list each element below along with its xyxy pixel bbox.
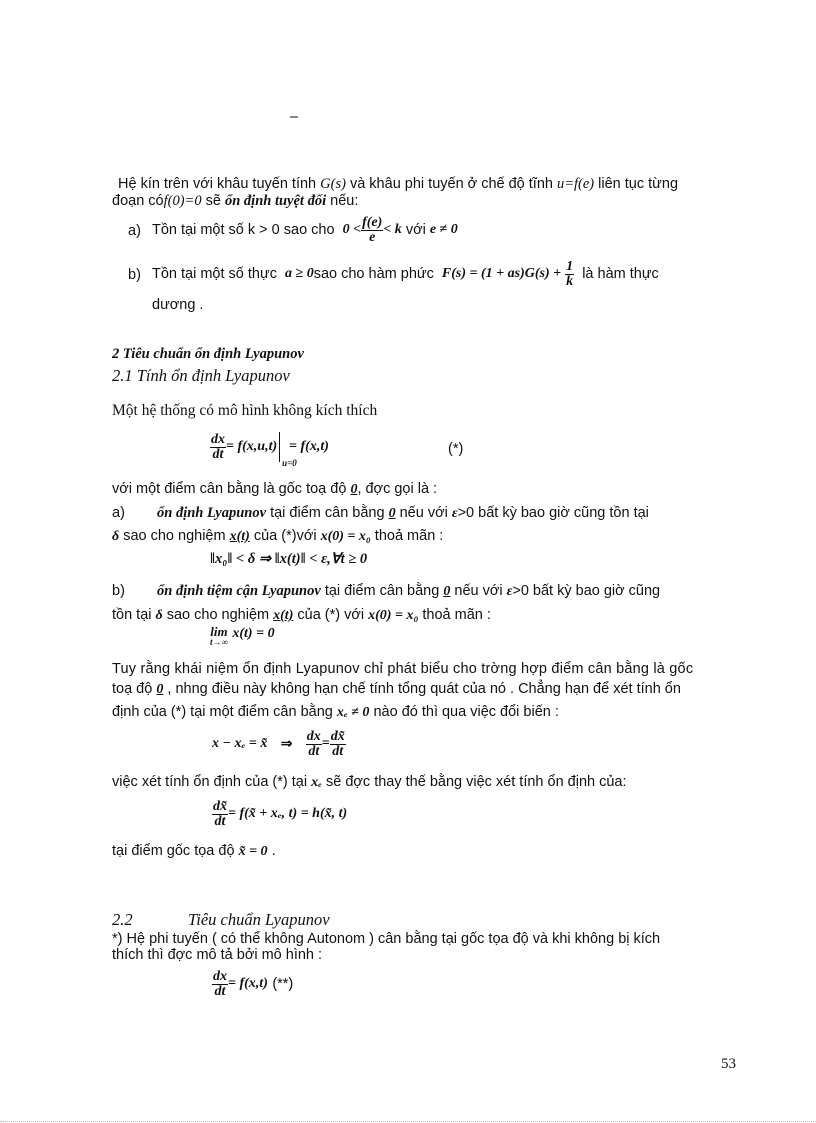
cond-b-label: b) (128, 267, 141, 283)
intro-ufe: u=f(e) (556, 176, 595, 192)
cond-a-with: với (405, 222, 426, 238)
item-a-delta: δ (112, 529, 120, 544)
limit-subscript: t→∞ (210, 637, 228, 647)
item-a-line-1 (157, 504, 649, 523)
cond-a (152, 214, 458, 246)
p4-text: việc xét tính ổn định của (*) tại (112, 774, 308, 790)
paragraph-3-line-3 (112, 703, 559, 722)
paragraph-5 (112, 842, 276, 861)
eq1-subscript: u=0 (282, 458, 297, 468)
equation-1 (210, 428, 329, 466)
paragraph-6-line-1: *) Hệ phi tuyến ( có thể không Autonom ) cân bằng tại gốc tọa độ và khi không bị kích (112, 931, 661, 947)
eq1-derivative (210, 433, 226, 462)
intro-text: và khâu phi tuyến ở chế độ tĩnh (349, 176, 553, 192)
cond-b-func: F(s) = (1 + as)G(s) + (441, 266, 562, 281)
fraction-denominator: dt (212, 446, 224, 462)
eq1-rhs: = f(x,u,t) (226, 439, 278, 454)
intro-text: Hệ kín trên với khâu tuyến tính (118, 176, 317, 192)
paragraph-3-line-1: Tuy rằng khái niệm ổn định Lyapunov chỉ phát biểu cho trờng hợp điểm cân bằng là gốc (112, 661, 694, 677)
cond-a-fraction (361, 216, 383, 245)
cond-b (152, 258, 659, 290)
section-2-2-number: 2.2 (112, 910, 133, 929)
paragraph-3-line-2 (112, 680, 681, 699)
cond-b-text3: là hàm thực (582, 266, 659, 282)
item-a-label: a) (112, 505, 125, 521)
section-2-title: 2 Tiêu chuẩn ổn định Lyapunov (112, 346, 304, 362)
item-a-text: thoả mãn : (374, 528, 444, 544)
p3-text: , nhng điều này không hạn chế tính tổng quát của nó . Chẳng hạn để xét tính ổn (167, 681, 681, 697)
p2-text: với một điểm cân bằng là gốc toạ độ (112, 481, 347, 497)
fraction-numerator: dx (213, 968, 227, 984)
p3-text: toạ độ (112, 681, 153, 697)
cond-a-math-left: 0 < (342, 222, 362, 237)
page-bottom-border (0, 1121, 816, 1122)
limit-rhs: x(t) = 0 (232, 626, 275, 641)
intro-bold: ổn định tuyệt đối (224, 193, 327, 209)
p4-text: sẽ đợc thay thế bằng việc xét tính ổn định của: (326, 774, 627, 790)
p5-text: tại điểm gốc tọa độ (112, 843, 235, 859)
intro-line-2 (112, 192, 358, 210)
p5-equation: x̃ = 0 (238, 844, 268, 859)
eq3-rhs: = f(x̃ + xₑ, t) = h(x̃, t) (228, 806, 348, 821)
paragraph-4 (112, 773, 627, 792)
item-a-text: tại điểm cân bằng (270, 505, 385, 521)
item-b-delta: δ (155, 608, 163, 623)
fraction-numerator: dx̃ (213, 798, 227, 814)
item-b-zero: 0 (443, 584, 451, 599)
intro-f0: f(0)=0 (163, 193, 202, 209)
equation-4 (212, 964, 293, 1004)
fraction-denominator: dt (332, 743, 344, 759)
item-b-limit (210, 626, 275, 648)
intro-text: liên tục từng (598, 176, 679, 192)
paragraph-1: Một hệ thống có mô hình không kích thích (112, 402, 378, 419)
eq1-evaluation-bar (279, 432, 297, 468)
intro-text: sẽ (205, 193, 221, 209)
item-b-label: b) (112, 583, 125, 599)
cond-b-alpha: a ≥ 0 (285, 266, 314, 281)
fraction-numerator: f(e) (362, 214, 383, 230)
cond-b-fraction (565, 260, 574, 289)
fraction-denominator: dt (308, 743, 320, 759)
eq2-derivative-1 (306, 730, 322, 759)
eq4-derivative (212, 970, 228, 999)
item-b-xt: x(t) (273, 608, 294, 623)
item-a-text: của (*)với (253, 528, 317, 544)
item-b-x0: x(0) = x₀ (368, 608, 419, 623)
item-a-text: >0 bất kỳ bao giờ cũng tồn tại (457, 505, 649, 521)
fraction-numerator: dx (211, 431, 225, 447)
paragraph-2 (112, 480, 437, 499)
p5-text: . (271, 843, 276, 859)
section-2-1-title: 2.1 Tính ổn định Lyapunov (112, 366, 290, 385)
p4-xe: xₑ (311, 775, 322, 790)
intro-line-1 (118, 175, 678, 193)
p3-text: nào đó thì qua việc đổi biến : (373, 704, 559, 720)
item-b-text: của (*) với (297, 607, 365, 623)
limit-text: lim (210, 624, 228, 639)
cond-b-line2: dương . (152, 297, 204, 313)
item-b-line-1 (157, 582, 660, 601)
item-b-line-2 (112, 606, 491, 625)
item-a-text: nếu với (399, 505, 448, 521)
cond-a-math-right: < k (383, 222, 402, 237)
intro-gs: G(s) (320, 176, 346, 192)
cond-b-text2: sao cho hàm phức (313, 266, 434, 282)
item-a-xt: x(t) (229, 529, 250, 544)
eq2-derivative-2 (330, 730, 346, 759)
item-b-text: tồn tại (112, 607, 152, 623)
p3-xe: xₑ ≠ 0 (336, 705, 370, 720)
item-a-inequality: ‖x₀‖ < δ ⇒ ‖x(t)‖ < ε,∀t ≥ 0 (210, 551, 368, 567)
eq4-tag: (**) (272, 976, 294, 992)
eq1-rhs2: = f(x,t) (289, 439, 329, 454)
cond-a-text: Tồn tại một số k > 0 sao cho (152, 222, 335, 238)
item-a-line-2 (112, 527, 443, 546)
eq4-rhs: = f(x,t) (228, 976, 268, 991)
eq2-equals: = (321, 736, 330, 751)
item-a-x0: x(0) = x₀ (320, 529, 371, 544)
eq3-derivative (212, 800, 228, 829)
limit-operator (210, 626, 228, 648)
section-2-2-title: Tiêu chuẩn Lyapunov (188, 910, 330, 929)
item-b-text: tại điểm cân bằng (324, 583, 440, 599)
fraction-denominator: dt (214, 813, 226, 829)
item-b-text: thoả mãn : (422, 607, 491, 623)
intro-text: đoạn có (112, 193, 164, 209)
p2-text-b: , đợc gọi là : (357, 481, 438, 497)
page-number: 53 (721, 1056, 736, 1072)
p3-text: định của (*) tại một điểm cân bằng (112, 704, 333, 720)
p2-zero: 0 (350, 482, 358, 497)
item-a-zero: 0 (388, 506, 396, 521)
paragraph-6-line-2: thích thì đợc mô tả bởi mô hình : (112, 947, 323, 963)
cond-a-label: a) (128, 223, 141, 239)
item-b-text: sao cho nghiệm (166, 607, 270, 623)
item-b-epsilon: ε (506, 584, 513, 599)
p3-zero: 0 (156, 682, 164, 697)
fraction-denominator: e (369, 229, 376, 245)
item-a-epsilon: ε (451, 506, 458, 521)
fraction-denominator: dt (214, 983, 226, 999)
item-a-text: sao cho nghiệm (123, 528, 226, 544)
eq1-tag: (*) (448, 441, 464, 457)
eq2-arrow: ⇒ (280, 736, 293, 752)
intro-text: nếu: (330, 193, 359, 209)
item-b-bold: ổn định tiệm cận Lyapunov (157, 583, 321, 599)
fraction-numerator: dx (306, 728, 321, 744)
item-b-text: nếu với (454, 583, 503, 599)
equation-3 (212, 794, 347, 834)
fraction-numerator: dx̃ (330, 728, 345, 744)
cond-b-text: Tồn tại một số thực (152, 266, 277, 282)
equation-2 (212, 724, 346, 764)
fraction-numerator: 1 (566, 258, 574, 274)
item-a-bold: ổn định Lyapunov (157, 505, 267, 521)
eq2-lhs: x − xₑ = x̃ (212, 736, 268, 751)
cond-a-condition: e ≠ 0 (429, 222, 458, 237)
fraction-denominator: k (566, 273, 574, 289)
header-mark: – (290, 109, 299, 125)
item-b-text: >0 bất kỳ bao giờ cũng (512, 583, 661, 599)
